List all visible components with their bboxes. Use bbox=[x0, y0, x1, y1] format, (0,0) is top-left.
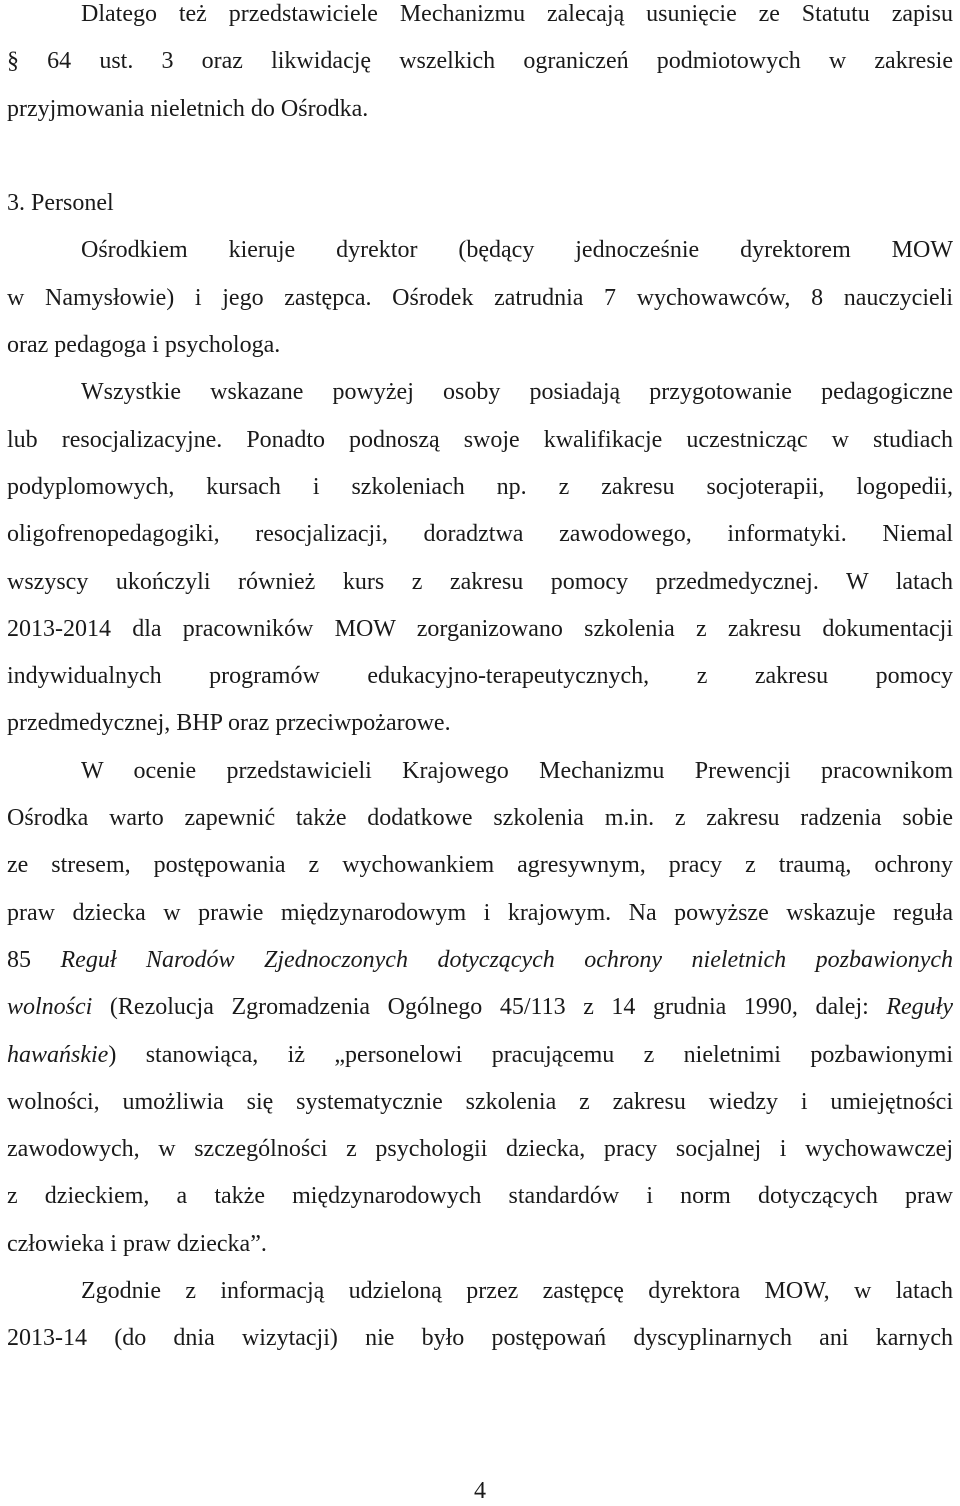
text-line: 2013-2014 dla pracowników MOW zorganizowano szkolenia z zakresu dokumentacji bbox=[7, 615, 953, 642]
text-line: Wszystkie wskazane powyżej osoby posiadają przygotowanie pedagogiczne bbox=[81, 379, 953, 406]
page-number: 4 bbox=[474, 1478, 486, 1504]
text-line: Ośrodka warto zapewnić także dodatkowe szkolenia m.in. z zakresu radzenia sobie bbox=[7, 805, 953, 832]
personnel-paragraph-2 bbox=[7, 369, 953, 747]
italic-citation: hawańskie bbox=[7, 1041, 109, 1068]
text-line: zawodowych, w szczególności z psychologii dziecka, pracy socjalnej i wychowawczej bbox=[7, 1136, 953, 1163]
section-heading bbox=[7, 180, 953, 227]
disciplinary-paragraph bbox=[7, 1268, 953, 1363]
text-line: przedmedycznej, BHP oraz przeciwpożarowe. bbox=[7, 710, 451, 737]
spacer bbox=[7, 133, 953, 180]
text-fragment: (Rezolucja Zgromadzenia Ogólnego 45/113 z 14 grudnia 1990, dalej: bbox=[92, 994, 887, 1021]
text-line: lub resocjalizacyjne. Ponadto podnoszą swoje kwalifikacje uczestnicząc w studiach bbox=[7, 426, 953, 453]
document-page bbox=[7, 0, 953, 1363]
text-line: 2013-14 (do dnia wizytacji) nie było postępowań dyscyplinarnych ani karnych bbox=[7, 1325, 953, 1352]
intro-paragraph bbox=[7, 0, 953, 133]
italic-citation: wolności bbox=[7, 994, 93, 1021]
text-fragment: ) stanowiąca, iż „personelowi pracującemu z nieletnimi pozbawionymi bbox=[108, 1041, 953, 1068]
text-line: W ocenie przedstawicieli Krajowego Mechanizmu Prewencji pracownikom bbox=[81, 757, 953, 784]
text-line: Zgodnie z informacją udzieloną przez zastępcę dyrektora MOW, w latach bbox=[81, 1278, 953, 1305]
italic-citation: Reguł Narodów Zjednoczonych dotyczących ochrony nieletnich pozbawionych bbox=[60, 946, 953, 973]
text-line bbox=[7, 984, 953, 1031]
italic-citation: Reguły bbox=[886, 994, 953, 1021]
text-line bbox=[7, 1032, 953, 1079]
text-line: z dzieckiem, a także międzynarodowych standardów i norm dotyczących praw bbox=[7, 1183, 953, 1210]
personnel-paragraph-1 bbox=[7, 227, 953, 369]
text-fragment: 85 bbox=[7, 946, 61, 973]
text-line: przyjmowania nieletnich do Ośrodka. bbox=[7, 95, 369, 122]
text-line: człowieka i praw dziecka”. bbox=[7, 1230, 267, 1257]
text-line: indywidualnych programów edukacyjno-terapeutycznych, z zakresu pomocy bbox=[7, 663, 953, 690]
text-line bbox=[7, 937, 953, 984]
text-line: w Namysłowie) i jego zastępca. Ośrodek zatrudnia 7 wychowawców, 8 nauczycieli bbox=[7, 284, 953, 311]
text-line: Dlatego też przedstawiciele Mechanizmu zalecają usunięcie ze Statutu zapisu bbox=[81, 1, 953, 27]
text-line: wszyscy ukończyli również kurs z zakresu pomocy przedmedycznej. W latach bbox=[7, 568, 953, 595]
text-line: podyplomowych, kursach i szkoleniach np. z zakresu socjoterapii, logopedii, bbox=[7, 473, 953, 500]
section-heading-text: 3. Personel bbox=[7, 190, 114, 217]
text-line: oligofrenopedagogiki, resocjalizacji, doradztwa zawodowego, informatyki. Niemal bbox=[7, 521, 953, 548]
text-line: ze stresem, postępowania z wychowankiem agresywnym, pracy z traumą, ochrony bbox=[7, 852, 953, 879]
text-line: wolności, umożliwia się systematycznie szkolenia z zakresu wiedzy i umiejętności bbox=[7, 1088, 953, 1115]
recommendation-paragraph bbox=[7, 748, 953, 1268]
text-line: Ośrodkiem kieruje dyrektor (będący jednocześnie dyrektorem MOW bbox=[81, 237, 953, 264]
text-line: § 64 ust. 3 oraz likwidację wszelkich ograniczeń podmiotowych w zakresie bbox=[7, 48, 953, 75]
text-line: praw dziecka w prawie międzynarodowym i krajowym. Na powyższe wskazuje reguła bbox=[7, 899, 953, 926]
text-line: oraz pedagoga i psychologa. bbox=[7, 332, 281, 359]
